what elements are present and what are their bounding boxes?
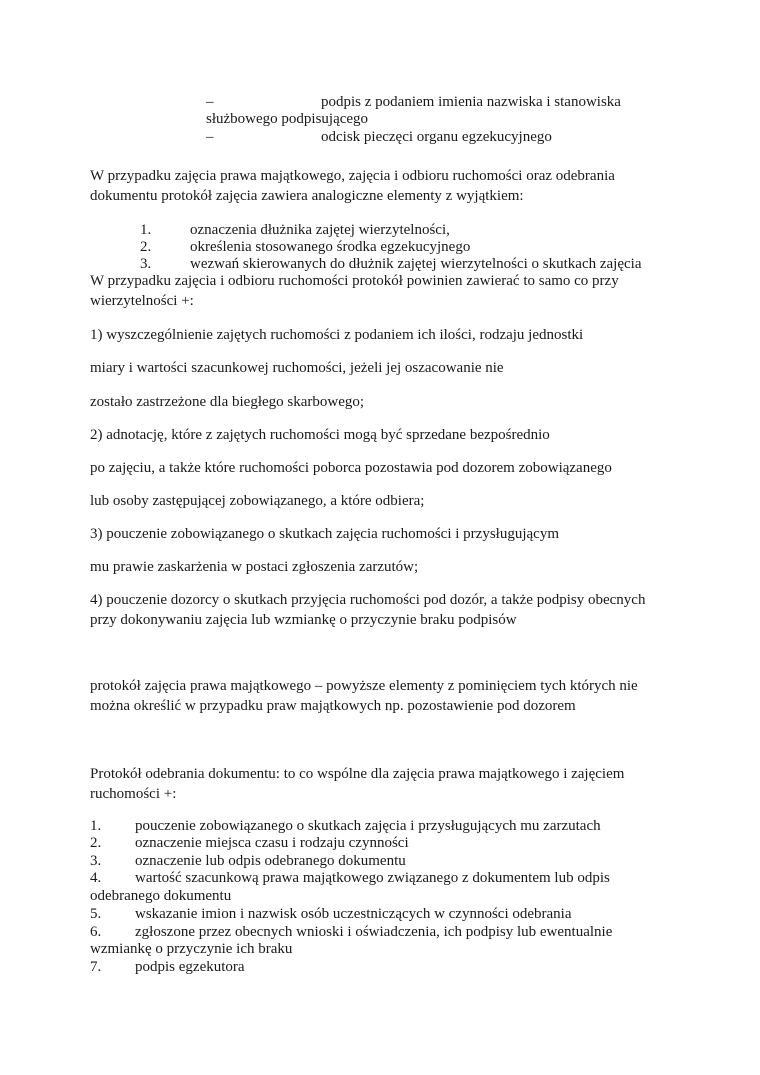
para4-line2: ruchomości +: (90, 786, 177, 802)
doc-item-text-5: wskazanie imion i nazwisk osób uczestniczących w czynności odebrania (135, 906, 572, 922)
doc-item-text-3: oznaczenie lub odpis odebranego dokumentu (135, 853, 406, 869)
doc-item-num-1: 1. (90, 818, 102, 834)
dash-bullet-1: – (206, 94, 214, 110)
movables-line-3: zostało zastrzeżone dla biegłego skarbowego; (90, 394, 365, 410)
signature-line-1: podpis z podaniem imienia nazwiska i stanowiska (321, 94, 621, 110)
movables-line-1: 1) wyszczególnienie zajętych ruchomości z podaniem ich ilości, rodzaju jednostki (90, 327, 584, 343)
signature-line-2: służbowego podpisującego (206, 111, 369, 127)
movables-line-10: przy dokonywaniu zajęcia lub wzmiankę o przyczynie braku podpisów (90, 612, 517, 628)
doc-item-num-5: 5. (90, 906, 102, 922)
doc-item-num-4: 4. (90, 870, 102, 886)
doc-item-num-3: 3. (90, 853, 102, 869)
exception-num-3: 3. (140, 256, 152, 272)
movables-line-5: po zajęciu, a także które ruchomości poborca pozostawia pod dozorem zobowiązanego (90, 460, 612, 476)
exception-num-2: 2. (140, 239, 152, 255)
exception-text-3: wezwań skierowanych do dłużnik zajętej wierzytelności o skutkach zajęcia (190, 256, 642, 272)
para1-line2: dokumentu protokół zajęcia zawiera analogiczne elementy z wyjątkiem: (90, 188, 524, 204)
exception-num-1: 1. (140, 222, 152, 238)
para4-line1: Protokół odebrania dokumentu: to co wspólne dla zajęcia prawa majątkowego i zajęciem (90, 766, 625, 782)
para3-line1: protokół zajęcia prawa majątkowego – powyższe elementy z pominięciem tych których nie (90, 678, 638, 694)
doc-item-cont-4: odebranego dokumentu (90, 888, 232, 904)
doc-item-num-7: 7. (90, 959, 102, 975)
movables-line-8: mu prawie zaskarżenia w postaci zgłoszenia zarzutów; (90, 559, 419, 575)
movables-line-2: miary i wartości szacunkowej ruchomości, jeżeli jej oszacowanie nie (90, 360, 504, 376)
movables-line-6: lub osoby zastępującej zobowiązanego, a które odbiera; (90, 493, 425, 509)
movables-line-9: 4) pouczenie dozorcy o skutkach przyjęcia ruchomości pod dozór, a także podpisy obecnych (90, 592, 646, 608)
doc-item-num-6: 6. (90, 924, 102, 940)
doc-item-text-1: pouczenie zobowiązanego o skutkach zajęcia i przysługujących mu zarzutach (135, 818, 601, 834)
exception-text-1: oznaczenia dłużnika zajętej wierzytelności, (190, 222, 450, 238)
doc-item-cont-6: wzmiankę o przyczynie ich braku (90, 941, 293, 957)
doc-item-text-2: oznaczenie miejsca czasu i rodzaju czynności (135, 835, 409, 851)
seal-line: odcisk pieczęci organu egzekucyjnego (321, 129, 552, 145)
doc-item-text-4: wartość szacunkową prawa majątkowego związanego z dokumentem lub odpis (135, 870, 610, 886)
para2-line1: W przypadku zajęcia i odbioru ruchomości protokół powinien zawierać to samo co przy (90, 273, 619, 289)
movables-line-4: 2) adnotację, które z zajętych ruchomości mogą być sprzedane bezpośrednio (90, 427, 550, 443)
para2-line2: wierzytelności +: (90, 293, 194, 309)
para1-line1: W przypadku zajęcia prawa majątkowego, zajęcia i odbioru ruchomości oraz odebrania (90, 168, 615, 184)
dash-bullet-2: – (206, 129, 214, 145)
doc-item-text-6: zgłoszone przez obecnych wnioski i oświadczenia, ich podpisy lub ewentualnie (135, 924, 613, 940)
movables-line-7: 3) pouczenie zobowiązanego o skutkach zajęcia ruchomości i przysługującym (90, 526, 559, 542)
exception-text-2: określenia stosowanego środka egzekucyjnego (190, 239, 471, 255)
doc-item-text-7: podpis egzekutora (135, 959, 245, 975)
doc-item-num-2: 2. (90, 835, 102, 851)
para3-line2: można określić w przypadku praw majątkowych np. pozostawienie pod dozorem (90, 698, 576, 714)
